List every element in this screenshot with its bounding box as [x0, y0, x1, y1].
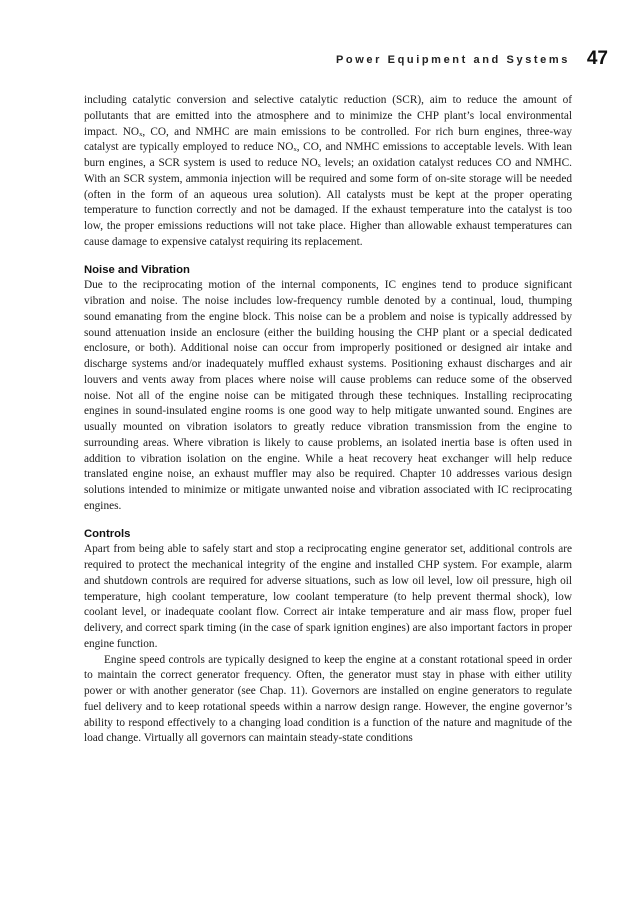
page-number: 47 [586, 48, 608, 69]
running-title: Power Equipment and Systems [335, 54, 570, 66]
page-body [84, 93, 572, 747]
noise-vibration-paragraph: Due to the reciprocating motion of the internal components, IC engines tend to produce significant vibration and noise. The noise includes low-frequency rumble denoted by a continual, loud, thumping sound emanating from the engine block. This noise can be a problem and noise is typically addressed by sound attenuation inside an enclosure (either the building housing the CHP plant or a special dedicated enclosure, or both). Additional noise can occur from improperly positioned or designed air intake and discharge systems and/or inadequately muffled exhaust systems. Positioning exhaust discharges and air louvers and vents away from places where noise will cause problems can reduce some of the observed noise. Not all of the engine noise can be mitigated through these techniques. Installing reciprocating engines in sound-insulated engine rooms is one good way to help mitigate unwanted sound. Engines are usually mounted on vibration isolators to greatly reduce vibration transmission from the engine to surrounding areas. Where vibration is likely to cause problems, an isolated inertia base is often used in addition to vibration isolation on the engine. While a heat recovery heat exchanger will help reduce translated engine noise, an exhaust muffler may also be required. Chapter 10 addresses various design solutions intended to minimize or mitigate unwanted noise and vibration associated with IC reciprocating engines. [84, 279, 572, 512]
controls-heading: Controls [84, 527, 131, 540]
intro-paragraph: including catalytic conversion and selective catalytic reduction (SCR), aim to reduce the amount of pollutants that are emitted into the atmosphere and to minimize the CHP plant’s local environmental impact. NOₓ, CO, and NMHC are main emissions to be controlled. For rich burn engines, three-way catalyst are typically employed to reduce NOₓ, CO, and NMHC emissions to acceptable levels. With lean burn engines, a SCR system is used to reduce NOₓ levels; an oxidation catalyst reduces CO and NMHC. With an SCR system, ammonia injection will be required and some form of on-site storage will be needed (often in the form of an aqueous urea solution). All catalysts must be kept at the proper operating temperature to function correctly and not be damaged. If the exhaust temperature into the catalyst is too low, the proper emissions reductions will not take place. Higher than allowable exhaust temperatures can cause damage to expensive catalyst requiring its replacement. [84, 94, 572, 248]
running-header [84, 46, 610, 76]
controls-paragraph-2: Engine speed controls are typically designed to keep the engine at a constant rotational speed in order to maintain the correct generator frequency. Often, the generator must stay in phase with either utility power or with another generator (see Chap. 11). Governors are installed on engine generators to regulate fuel delivery and to keep rotational speeds within a narrow design range. However, the engine governor’s ability to respond effectively to a changing load condition is a function of the nature and magnitude of the load change. Virtually all governors can maintain steady-state conditions [84, 653, 572, 745]
noise-vibration-heading: Noise and Vibration [84, 263, 190, 276]
controls-paragraph-1: Apart from being able to safely start and stop a reciprocating engine generator set, additional controls are required to protect the mechanical integrity of the engine and installed CHP system. For example, alarm and shutdown controls are required for adverse situations, such as low oil level, low oil pressure, high oil temperature, high coolant temperature, low coolant temperature (to help prevent thermal shock), low coolant level, or inadequate coolant flow. Correct air intake temperature and air mass flow, proper fuel delivery, and correct spark timing (in the case of spark ignition engines) are also important factors in proper engine function. [84, 543, 572, 650]
